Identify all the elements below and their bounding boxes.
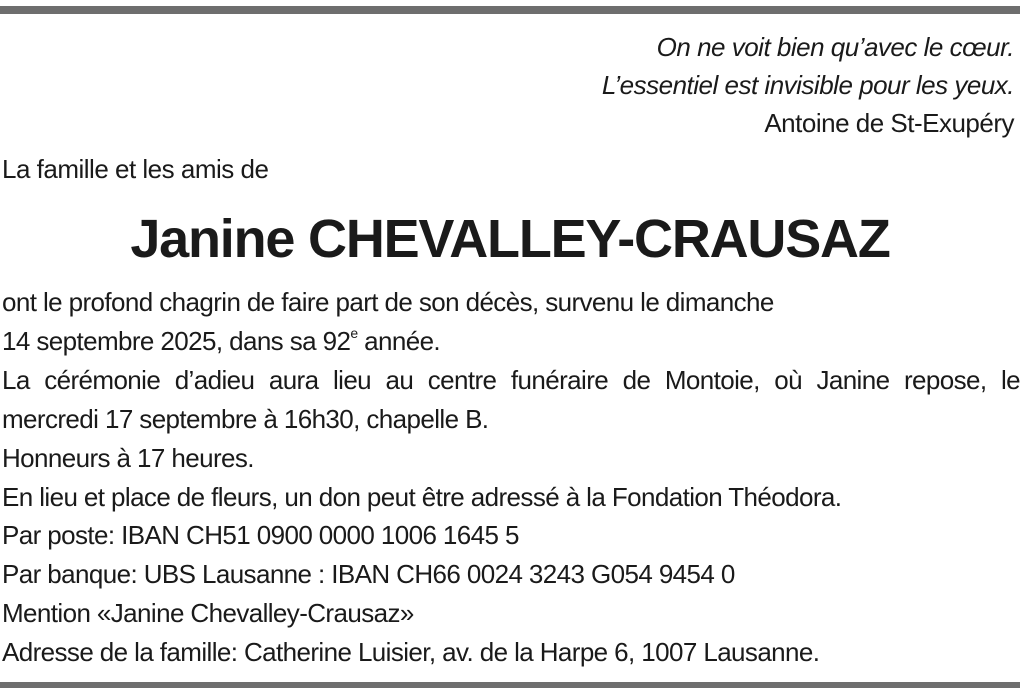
ordinal-suffix: e xyxy=(350,324,358,341)
deceased-name-heading: Janine CHEVALLEY-CRAUSAZ xyxy=(130,209,890,269)
donation-mention-line: Mention «Janine Chevalley-Crausaz» xyxy=(2,598,414,629)
announcement-line-1: ont le profond chagrin de faire part de son décès, survenu le dimanche xyxy=(2,287,774,317)
quote-line-2: L’essentiel est invisible pour les yeux. xyxy=(601,70,1014,100)
epigraph-quote xyxy=(602,28,1014,142)
announcement-year-text: année. xyxy=(357,325,441,356)
honours-line: Honneurs à 17 heures. xyxy=(2,442,254,473)
ceremony-paragraph: La cérémonie d’adieu aura lieu au centre funéraire de Montoie, où Janine repose, le mercredi 17 septembre à 16h30, chapelle B. xyxy=(2,364,1020,434)
bottom-border-rule xyxy=(0,682,1020,688)
quote-author: Antoine de St-Exupéry xyxy=(764,108,1014,138)
postal-iban-line: Par poste: IBAN CH51 0900 0000 1006 1645 5 xyxy=(2,520,519,551)
intro-text: La famille et les amis de xyxy=(2,154,269,184)
announcement-date-text: 14 septembre 2025, dans sa 92 xyxy=(2,325,351,356)
top-border-rule xyxy=(0,6,1020,14)
announcement-line-2 xyxy=(2,322,1020,361)
donation-line: En lieu et place de fleurs, un don peut être adressé à la Fondation Théodora. xyxy=(2,481,842,512)
bank-iban-line: Par banque: UBS Lausanne : IBAN CH66 0024 3243 G054 9454 0 xyxy=(2,559,735,590)
quote-line-1: On ne voit bien qu’avec le cœur. xyxy=(656,32,1014,62)
family-address-line: Adresse de la famille: Catherine Luisier, av. de la Harpe 6, 1007 Lausanne. xyxy=(2,637,820,668)
announcement-body xyxy=(2,283,1020,672)
